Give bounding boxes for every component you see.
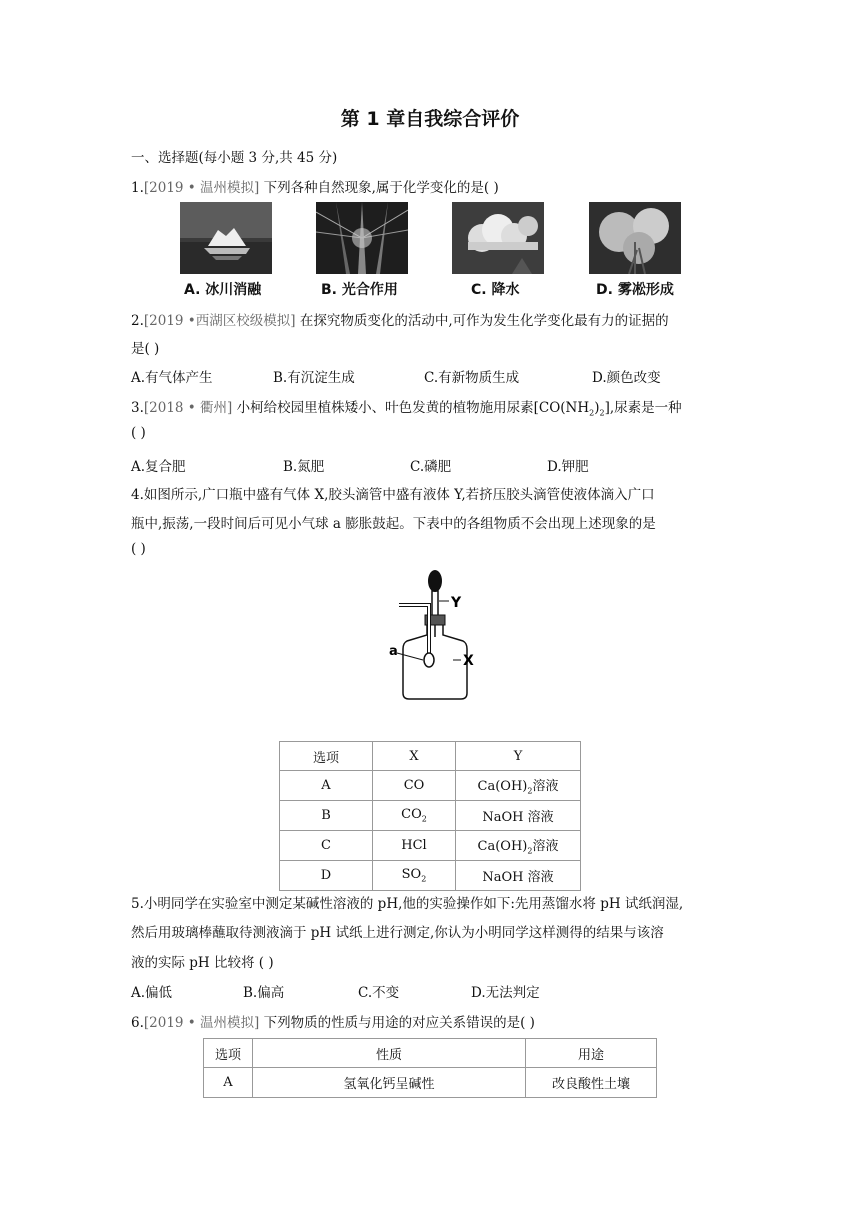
table-cell: NaOH 溶液 — [456, 801, 581, 831]
question-text: 在探究物质变化的活动中,可作为发生化学变化最有力的证据的 — [299, 313, 669, 329]
table-cell: A — [204, 1068, 253, 1098]
rime-photo — [589, 202, 681, 274]
header-cell: 选项 — [204, 1039, 253, 1068]
question-4-line3: ( ) — [131, 541, 146, 557]
caption-b: B. 光合作用 — [321, 282, 398, 298]
question-2 — [131, 309, 669, 329]
table-cell: HCl — [373, 831, 456, 861]
label-a: a — [389, 644, 398, 659]
table-header-row — [204, 1039, 657, 1068]
header-cell: 性质 — [253, 1039, 526, 1068]
section-heading: 一、选择题(每小题 3 分,共 45 分) — [131, 150, 338, 166]
option-c: C.不变 — [358, 985, 400, 1001]
table-row — [204, 1068, 657, 1098]
question-5-line3: 液的实际 pH 比较将 ( ) — [131, 955, 274, 971]
table-row — [280, 801, 581, 831]
question-2-line2: 是( ) — [131, 341, 160, 357]
balloon — [424, 653, 434, 667]
glacier-photo — [180, 202, 272, 274]
question-3-line2: ( ) — [131, 425, 146, 441]
subscript-2: 2 — [599, 408, 605, 418]
question-number: 1. — [131, 180, 144, 196]
question-text: 下列物质的性质与用途的对应关系错误的是( ) — [263, 1015, 535, 1031]
header-cell: 选项 — [280, 742, 373, 771]
option-a: A.有气体产生 — [131, 370, 213, 386]
question-text-2: ) — [594, 400, 600, 416]
caption-a: A. 冰川消融 — [184, 282, 262, 298]
caption-c: C. 降水 — [471, 282, 520, 298]
source-tag: [2018 • 衢州] — [143, 400, 233, 416]
option-c: C.磷肥 — [410, 459, 452, 475]
header-cell: 用途 — [526, 1039, 657, 1068]
q6-table — [203, 1038, 657, 1098]
forest-photo — [316, 202, 408, 274]
option-b: B.偏高 — [243, 985, 285, 1001]
question-1 — [131, 176, 499, 196]
table-cell: 氢氧化钙呈碱性 — [253, 1068, 526, 1098]
table-cell: A — [280, 771, 373, 801]
option-d: D.无法判定 — [471, 985, 540, 1001]
table-cell: $CO_2$ — [373, 801, 456, 831]
dropper-bulb — [428, 570, 442, 592]
question-6 — [131, 1011, 535, 1031]
table-cell: $Ca(OH)_2$溶液 — [456, 831, 581, 861]
label-x: X — [463, 653, 474, 669]
q4-table — [279, 741, 581, 891]
caption-d: D. 雾凇形成 — [596, 282, 674, 298]
option-c: C.有新物质生成 — [424, 370, 520, 386]
option-d: D.钾肥 — [547, 459, 589, 475]
table-row — [280, 831, 581, 861]
question-5-line1: 5.小明同学在实验室中测定某碱性溶液的 pH,他的实验操作如下:先用蒸馏水将 pH 试纸润湿, — [131, 896, 684, 912]
question-number: 3. — [131, 400, 144, 416]
table-cell: B — [280, 801, 373, 831]
question-number: 6. — [131, 1015, 144, 1031]
header-cell: Y — [456, 742, 581, 771]
question-text: 下列各种自然现象,属于化学变化的是( ) — [263, 180, 499, 196]
option-a: A.偏低 — [131, 985, 173, 1001]
table-row — [280, 771, 581, 801]
question-5-line2: 然后用玻璃棒蘸取待测液滴于 pH 试纸上进行测定,你认为小明同学这样测得的结果与该溶 — [131, 925, 664, 941]
subscript: 2 — [589, 408, 595, 418]
label-y: Y — [451, 595, 462, 611]
question-3 — [131, 396, 682, 418]
table-cell: $Ca(OH)_2$溶液 — [456, 771, 581, 801]
source-tag: [2019 • 温州模拟] — [143, 1015, 260, 1031]
table-cell: 改良酸性土壤 — [526, 1068, 657, 1098]
question-4-line1: 4.如图所示,广口瓶中盛有气体 X,胶头滴管中盛有液体 Y,若挤压胶头滴管使液体滴入广口 — [131, 487, 655, 503]
source-tag: [2019 •西湖区校级模拟] — [143, 313, 296, 329]
table-cell: C — [280, 831, 373, 861]
question-4-line2: 瓶中,振荡,一段时间后可见小气球 a 膨胀鼓起。下表中的各组物质不会出现上述现象的是 — [131, 516, 656, 532]
cloud-photo — [452, 202, 544, 274]
page-title: 第 1 章自我综合评价 — [340, 108, 520, 130]
option-b: B.氮肥 — [283, 459, 325, 475]
table-header-row — [280, 742, 581, 771]
table-cell: CO — [373, 771, 456, 801]
option-d: D.颜色改变 — [592, 370, 661, 386]
table-cell: D — [280, 861, 373, 891]
question-number: 2. — [131, 313, 144, 329]
question-text-3: ],尿素是一种 — [604, 400, 682, 416]
question-text: 小柯给校园里植株矮小、叶色发黄的植物施用尿素[CO(NH — [236, 400, 590, 416]
header-cell: X — [373, 742, 456, 771]
table-cell: NaOH 溶液 — [456, 861, 581, 891]
table-row — [280, 861, 581, 891]
apparatus-diagram — [385, 565, 485, 705]
source-tag: [2019 • 温州模拟] — [143, 180, 260, 196]
table-cell: $SO_2$ — [373, 861, 456, 891]
option-a: A.复合肥 — [131, 459, 186, 475]
option-b: B.有沉淀生成 — [273, 370, 355, 386]
